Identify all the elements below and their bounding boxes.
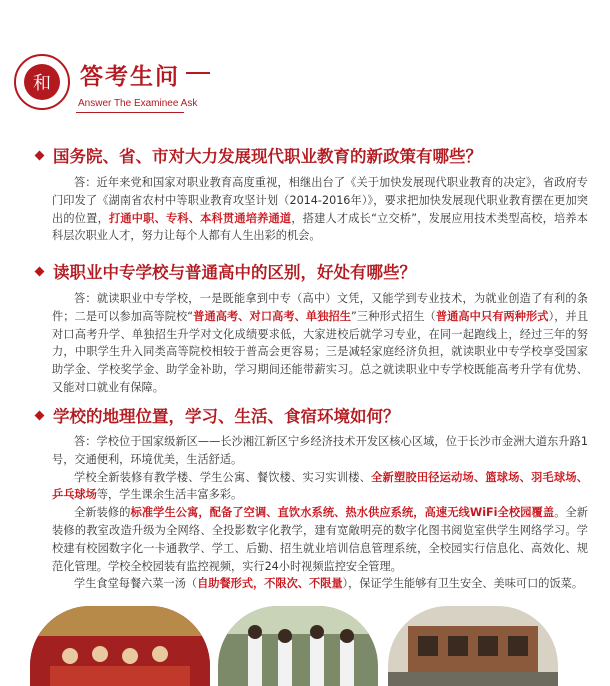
answer-text: ），保证学生能够有卫生安全、美味可口的饭菜。	[342, 577, 584, 591]
answer-text: 答：学校位于国家级新区——长沙湘江新区宁乡经济技术开发区核心区域，位于长沙市金洲大道东升路1号，交通便利，环境优美，生活舒适。	[52, 435, 588, 466]
question-2-text: 读职业中专学校与普通高中的区别，好处有哪些？	[53, 263, 416, 282]
diamond-bullet-icon	[35, 267, 45, 277]
answer-text: 学生食堂每餐六菜一汤（	[74, 577, 198, 591]
answer-paragraph	[52, 174, 588, 245]
answer-1	[52, 174, 588, 245]
header	[0, 0, 610, 120]
answer-text: ，搭建人才成长“立交桥”，发展应用技术类型高校，培养本科层次职业人才，努力让每个人都有人生出彩的机会。	[52, 211, 588, 243]
page-title: 答考生问	[80, 63, 180, 90]
photo-campus-building	[388, 606, 558, 686]
question-3-text: 学校的地理位置，学习、生活、食宿环境如何？	[53, 407, 400, 426]
answer-text: ”三种形式招生（	[351, 309, 436, 323]
answer-highlight: 打通中职、专科、本科贯通培养通道	[108, 211, 292, 225]
answer-text: ），并且对口高考升学、单独招生升学对文化成绩要求低，大家进校后就学习专业，在同一起跑线上，经过三年的努力，中职学生升入同类高等院校相较于普高会更容易；三是减轻家庭经济负担，就读职业中专学校享受国家助学金、学校奖学金、助学金补助，学习期间还能带薪实习。总之就读职业中专学校既能高考升学有优势、又能对口就业有保障。	[52, 309, 589, 394]
answer-3	[52, 433, 588, 593]
question-2-title	[36, 259, 416, 283]
question-1-text: 国务院、省、市对大力发展现代职业教育的新政策有哪些？	[53, 147, 482, 166]
logo-mark: 和	[24, 64, 60, 100]
subtitle-underline	[76, 112, 184, 113]
answer-paragraph	[52, 575, 588, 593]
answer-text: 答：就读职业中专学校，一是既能拿到中专（高中）文凭，又能学到专业技术，为就业创造了有利的条件；二是可以参加高等院校“	[52, 292, 588, 323]
diamond-bullet-icon	[35, 411, 45, 421]
answer-highlight: 自助餐形式，不限次、不限量	[197, 577, 343, 591]
question-3-title	[36, 403, 400, 427]
answer-highlight: 普通高中只有两种形式	[435, 309, 549, 323]
photo-students-outdoor	[218, 606, 378, 686]
answer-highlight: 标准学生公寓，配备了空调、直饮水系统、热水供应系统，高速无线WiFi全校园覆盖	[130, 506, 555, 520]
title-divider	[186, 72, 210, 74]
answer-paragraph	[52, 504, 588, 575]
answer-text: 等，学生课余生活丰富多彩。	[96, 488, 243, 502]
school-logo	[14, 54, 70, 110]
answer-text: 学校全新装修有教学楼、学生公寓、餐饮楼、实习实训楼、	[74, 470, 372, 484]
page-subtitle: Answer The Examinee Ask	[78, 98, 198, 109]
answer-highlight: 全新塑胶田径运动场、篮球场、羽毛球场、乒乓球场	[52, 470, 588, 502]
diamond-bullet-icon	[35, 151, 45, 161]
answer-2	[52, 290, 588, 397]
answer-paragraph	[52, 433, 588, 469]
answer-text: 。全新装修的教室改造升级为全网络、全投影数字化教学，建有宽敞明亮的数字化图书阅览室供学生网络学习。学校建有校园数字化一卡通教学、学工、后勤、招生就业培训信息管理系统，全校园实行信息化、高效化、规范化管理。学校全校园装有监控视频，实行24小时视频监控安全管理。	[52, 506, 588, 573]
answer-highlight: 普通高考、对口高考、单独招生	[193, 309, 352, 323]
answer-text: 全新装修的	[74, 506, 131, 520]
photo-students-ceremony	[30, 606, 210, 686]
photo-strip	[0, 606, 610, 686]
answer-paragraph	[52, 290, 588, 397]
question-1-title	[36, 143, 482, 167]
answer-paragraph	[52, 469, 588, 505]
answer-text: 答：近年来党和国家对职业教育高度重视，相继出台了《关于加快发展现代职业教育的决定》，省政府专门印发了《湖南省农村中等职业教育攻坚计划（2014-2016年）》，要求把加快发展现代职业教育摆在更加突出的位置，	[52, 176, 588, 225]
